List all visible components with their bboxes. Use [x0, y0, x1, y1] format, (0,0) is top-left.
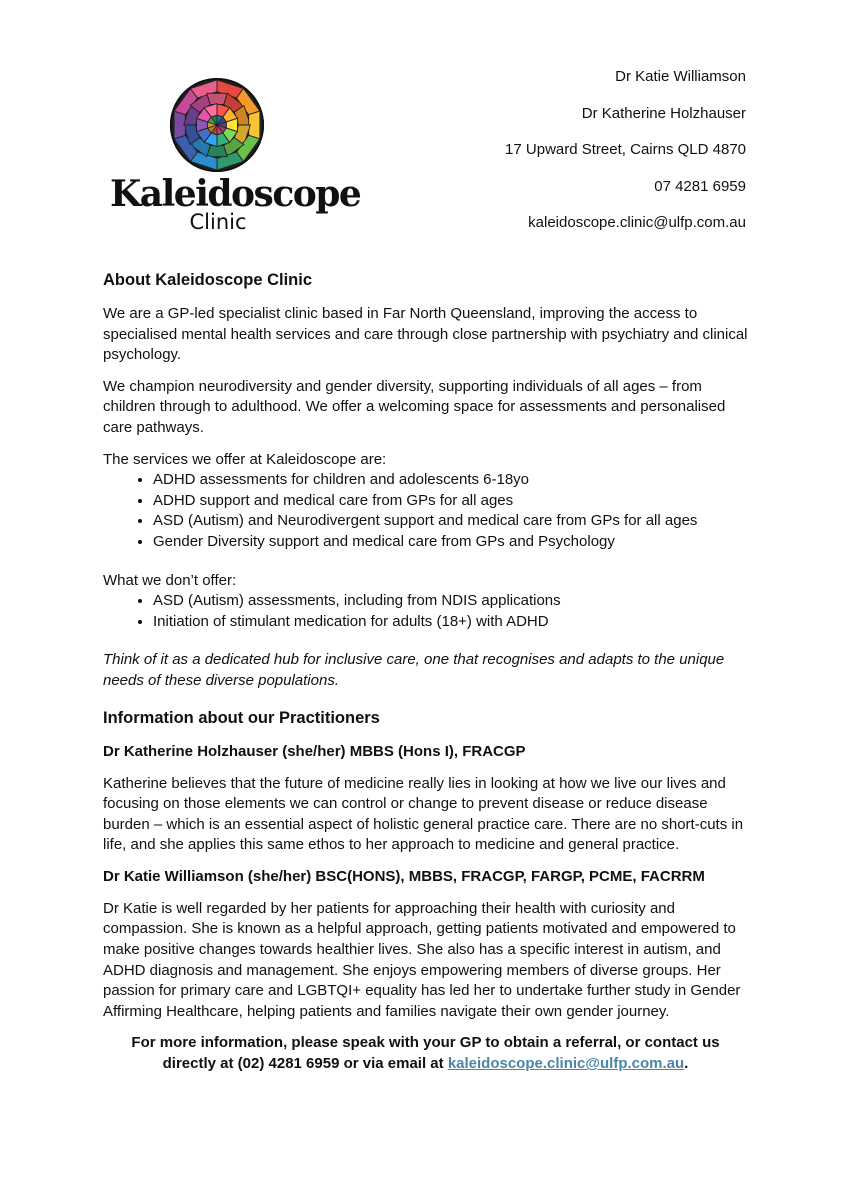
logo-subtitle: Clinic	[189, 210, 247, 234]
not-offered-lead: What we don’t offer:	[103, 571, 237, 589]
footer-note	[103, 1033, 748, 1074]
contact-name-1: Dr Katie Williamson	[615, 68, 746, 85]
contact-name-2: Dr Katherine Holzhauser	[581, 104, 746, 122]
clinic-logo	[110, 76, 361, 236]
email-link[interactable]: kaleidoscope.clinic@ulfp.com.au	[447, 1055, 685, 1073]
practitioner-1-bio: Katherine believes that the future of medicine really lies in looking at how we live our lives and focusing on those elements we can control or change to prevent disease or reduce disease burden – which is an essential aspect of holistic general practice care. There are no short-cuts in life, and she applies this same ethos to her approach to medicine and general practice.	[103, 774, 744, 854]
tagline: Think of it as a dedicated hub for inclusive care, one that recognises and adapts to the unique needs of these diverse populations.	[103, 651, 725, 689]
list-item: • ADHD assessments for children and adolescents 6-18yo	[153, 470, 748, 491]
list-item: • Gender Diversity support and medical care from GPs and Psychology	[153, 532, 748, 553]
contact-phone: 07 4281 6959	[654, 177, 746, 195]
logo-wordmark: Kaleidoscope	[110, 173, 361, 215]
contact-block	[505, 66, 746, 249]
kaleidoscope-rainbow-rosette-icon	[168, 76, 266, 174]
practitioner-2-name: Dr Katie Williamson (she/her) BSC(HONS), MBBS, FRACGP, FARGP, PCME, FACRRM	[103, 867, 705, 885]
practitioners-heading: Information about our Practitioners	[103, 708, 380, 727]
footer-end: .	[684, 1055, 689, 1073]
contact-email: kaleidoscope.clinic@ulfp.com.au	[528, 214, 746, 231]
services-lead: The services we offer at Kaleidoscope are:	[103, 450, 387, 468]
services-list	[103, 470, 748, 552]
contact-address: 17 Upward Street, Cairns QLD 4870	[505, 141, 746, 158]
list-item: • ADHD support and medical care from GPs for all ages	[153, 491, 748, 512]
practitioner-2-bio: Dr Katie is well regarded by her patients for approaching their health with curiosity and compassion. She is known as a helpful approach, getting patients motivated and empowered to make positive changes towards healthier lives. She also has a specific interest in autism, and ADHD diagnosis and management. She enjoys empowering members of diverse groups. Her passion for primary care and LGBTQI+ equality has led her to undertake further study in Gender Affirming Healthcare, helping patients and families navigate their own gender journey.	[103, 899, 741, 1020]
about-paragraph-1: We are a GP-led specialist clinic based in Far North Queensland, improving the access to specialised mental health services and care through close partnership with psychiatry and clinical psychology.	[103, 305, 748, 364]
list-item: • ASD (Autism) and Neurodivergent support and medical care from GPs for all ages	[153, 511, 748, 532]
not-offered-list	[103, 591, 748, 632]
list-item: • Initiation of stimulant medication for adults (18+) with ADHD	[153, 612, 748, 633]
about-heading: About Kaleidoscope Clinic	[103, 271, 313, 289]
main-content	[103, 268, 748, 1086]
footer-text: For more information, please speak with your GP to obtain a referral, or contact us directly at (02) 4281 6959 or via email at	[131, 1034, 720, 1073]
about-paragraph-2: We champion neurodiversity and gender diversity, supporting individuals of all ages – from children through to adulthood. We offer a welcoming space for assessments and personalised care pathways.	[103, 377, 726, 436]
practitioner-1-name: Dr Katherine Holzhauser (she/her) MBBS (Hons I), FRACGP	[103, 742, 526, 760]
list-item: • ASD (Autism) assessments, including from NDIS applications	[153, 591, 748, 612]
